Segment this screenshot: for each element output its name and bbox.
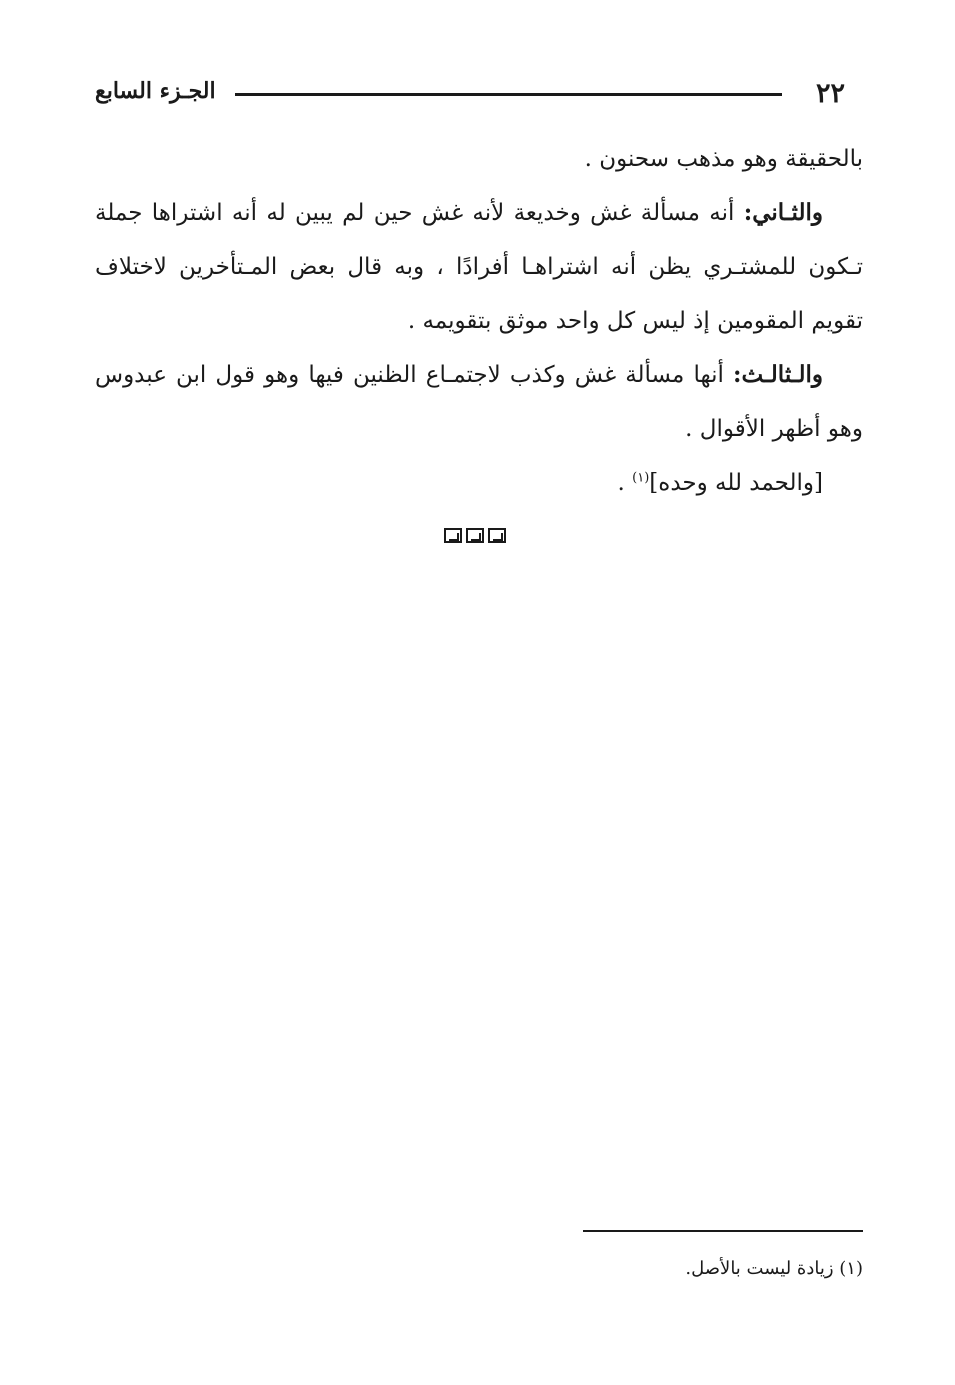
footnote-marker: (١) — [632, 470, 650, 486]
paragraph-1 — [95, 132, 863, 186]
paragraph-2-text: أنه مسألة غش وخديعة لأنه غش حين لم يبين له أنه اشتراها جملة تـكون للمشتـري يظن أنه اشتراهـا أفرادًا ، وبه قال بعض المـتأخرين لاختلاف تقويم المقومين إذ ليس كل واحد موثق بتقويمه . — [95, 200, 863, 334]
footnote-separator — [583, 1230, 863, 1232]
paragraph-2 — [95, 186, 863, 348]
paragraph-2-lead: والثـاني: — [743, 199, 823, 226]
page-number: ٢٢ — [815, 78, 845, 109]
page-header — [95, 72, 857, 112]
paragraph-4-end: . — [617, 470, 633, 496]
ornament-square-icon — [444, 528, 462, 543]
ornament-square-icon — [466, 528, 484, 543]
ornament-square-icon — [488, 528, 506, 543]
section-end-ornament — [444, 528, 516, 548]
header-rule — [235, 93, 782, 96]
paragraph-4 — [95, 456, 863, 510]
paragraph-3-lead: والـثالـث: — [732, 361, 823, 388]
paragraph-3 — [95, 348, 863, 456]
volume-title: الجـزء السابع — [95, 78, 216, 104]
main-text — [95, 132, 863, 510]
paragraph-3-text: أنها مسألة غش وكذب لاجتمـاع الظنين فيها وهو قول ابن عبدوس وهو أظهر الأقوال . — [95, 362, 863, 442]
paragraph-4-text: [والحمد لله وحده] — [649, 470, 823, 496]
footnote: (١) زيادة ليست بالأصل. — [685, 1258, 863, 1279]
paragraph-1-text: بالحقيقة وهو مذهب سحنون . — [584, 146, 863, 172]
